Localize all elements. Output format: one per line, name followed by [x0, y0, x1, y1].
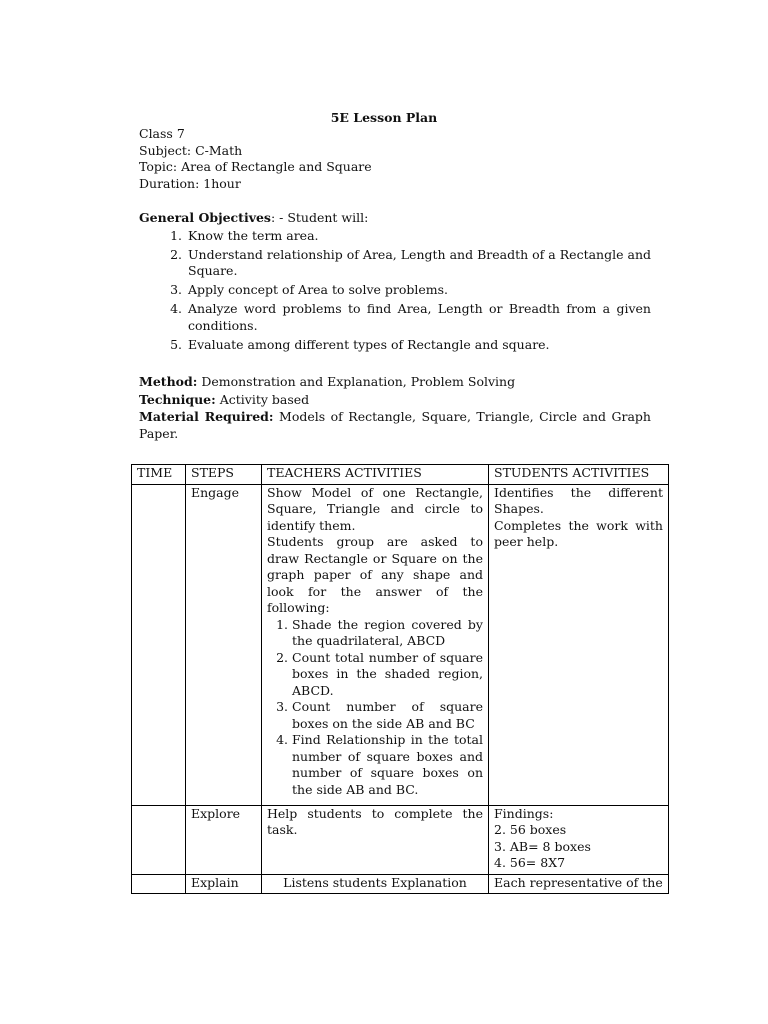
explain-time [132, 874, 186, 894]
technique-row [139, 392, 651, 409]
objective-item: 5. Evaluate among different types of Rectangle and square. [186, 337, 651, 354]
engage-time [132, 484, 186, 805]
list-item: 1. Shade the region covered by the quadrilateral, ABCD [292, 617, 483, 650]
technique-label: Technique: [139, 391, 216, 407]
method-label: Method: [139, 374, 198, 389]
technique-value: Activity based [215, 391, 310, 407]
engage-step: Engage [186, 484, 262, 805]
page-title: 5E Lesson Plan [330, 110, 438, 125]
explore-student-line: 3. AB= 8 boxes [494, 838, 591, 854]
explore-student-activities [489, 805, 669, 874]
table-header-row [132, 465, 669, 485]
method-section [139, 374, 651, 443]
material-row [139, 409, 651, 442]
list-item: 2. Count total number of square boxes in the shaded region, ABCD. [292, 650, 483, 700]
subject-line: Subject: C-Math [139, 142, 243, 158]
class-line: Class 7 [139, 126, 185, 141]
objectives-intro: : - Student will: [270, 210, 369, 225]
list-item: 4. Find Relationship in the total number of square boxes and number of square boxes on the side AB and BC. [292, 732, 483, 798]
engage-teacher-p1: Show Model of one Rectangle, Square, Triangle and circle to identify them. [267, 484, 483, 533]
lesson-table [131, 464, 669, 894]
table-row-explore [132, 805, 669, 874]
engage-student-p2: Completes the work with peer help. [494, 517, 663, 549]
objectives-list [139, 228, 651, 354]
header-time: TIME [132, 465, 186, 485]
explain-teacher-activities: Listens students Explanation [262, 874, 489, 894]
header-students-activities: STUDENTS ACTIVITIES [489, 465, 669, 485]
objective-item: 2. Understand relationship of Area, Length and Breadth of a Rectangle and Square. [186, 247, 651, 280]
explore-teacher-activities: Help students to complete the task. [262, 805, 489, 874]
engage-teacher-p2: Students group are asked to draw Rectangle or Square on the graph paper of any shape and look for the answer of the following: [267, 534, 483, 615]
objectives-heading-line [139, 210, 651, 227]
explore-student-line: Findings: [494, 805, 554, 821]
table-row-explain [132, 874, 669, 894]
lesson-meta [139, 126, 659, 192]
engage-teacher-activities [262, 484, 489, 805]
engage-teacher-list [267, 617, 483, 799]
objective-item: 4. Analyze word problems to find Area, Length or Breadth from a given conditions. [186, 301, 651, 334]
table-row-engage [132, 484, 669, 805]
explore-student-line: 2. 56 boxes [494, 822, 567, 837]
objective-item: 1. Know the term area. [186, 228, 651, 245]
engage-student-activities [489, 484, 669, 805]
header-teachers-activities: TEACHERS ACTIVITIES [262, 465, 489, 485]
duration-line: Duration: 1hour [139, 175, 241, 191]
explore-time [132, 805, 186, 874]
explain-student-activities: Each representative of the [489, 874, 669, 894]
engage-student-p1: Identifies the different Shapes. [494, 484, 663, 516]
material-label: Material Required: [139, 409, 274, 424]
topic-line: Topic: Area of Rectangle and Square [139, 159, 372, 174]
material-value: Models of Rectangle, Square, Triangle, Circle and Graph Paper. [139, 409, 651, 441]
method-row [139, 374, 651, 391]
general-objectives [139, 210, 651, 356]
objective-item: 3. Apply concept of Area to solve problems. [186, 282, 651, 299]
list-item: 3. Count number of square boxes on the side AB and BC [292, 699, 483, 732]
explore-step: Explore [186, 805, 262, 874]
objectives-heading: General Objectives [139, 210, 271, 225]
method-value: Demonstration and Explanation, Problem Solving [197, 374, 516, 389]
explain-step: Explain [186, 874, 262, 894]
header-steps: STEPS [186, 465, 262, 485]
explore-student-line: 4. 56= 8X7 [494, 855, 566, 870]
